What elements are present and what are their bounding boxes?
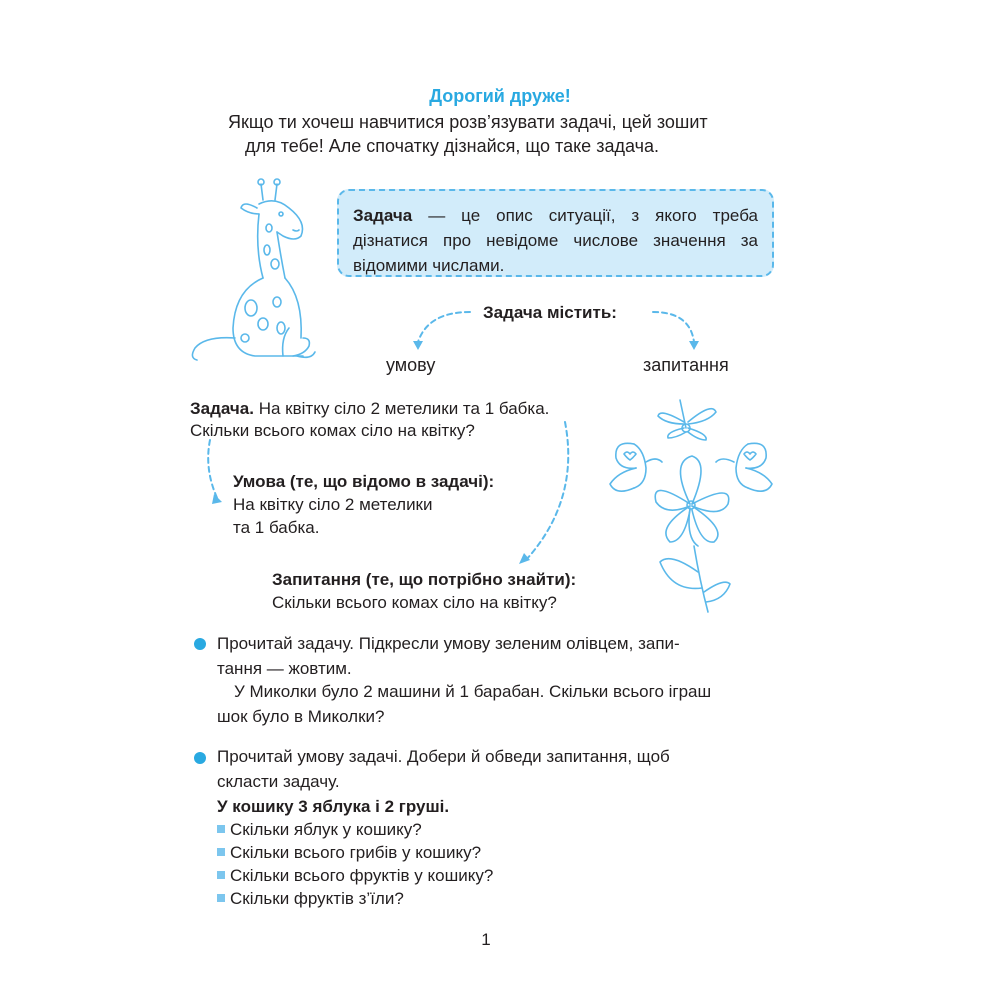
- question-block: [272, 568, 576, 614]
- task-2-option-text: Скільки всього грибів у кошику?: [230, 843, 482, 862]
- task-2-option-text: Скільки фруктів з’їли?: [230, 889, 404, 908]
- condition-line-1: На квітку сіло 2 метелики: [233, 495, 433, 514]
- task-1-problem-line-2: шок було в Миколки?: [217, 707, 385, 726]
- task-2-option-text: Скільки всього фруктів у кошику?: [230, 866, 494, 885]
- task-2-option-text: Скільки яблук у кошику?: [230, 820, 422, 839]
- task-2-option[interactable]: [217, 864, 493, 887]
- page-number: 1: [481, 930, 491, 949]
- task-2-instruction: [217, 744, 670, 794]
- square-bullet-icon: [217, 894, 225, 902]
- square-bullet-icon: [217, 871, 225, 879]
- task-2-option[interactable]: [217, 818, 493, 841]
- condition-title: Умова (те, що відомо в задачі):: [233, 472, 495, 491]
- task-2-condition: У кошику 3 яблука і 2 груші.: [217, 797, 450, 816]
- task-1-line-1: Прочитай задачу. Підкресли умову зеленим олівцем, запи-: [217, 634, 680, 653]
- task-1-problem-line-1: У Миколки було 2 машини й 1 барабан. Скільки всього іграш: [234, 682, 712, 701]
- example-line-2: Скільки всього комах сіло на квітку?: [190, 421, 475, 440]
- task-2-line-1: Прочитай умову задачі. Добери й обведи запитання, щоб: [217, 747, 670, 766]
- task-1-instruction: [217, 631, 680, 681]
- task-1-line-2: тання — жовтим.: [217, 659, 352, 678]
- example-label: Задача.: [190, 399, 254, 418]
- square-bullet-icon: [217, 848, 225, 856]
- task-1-problem: [217, 679, 711, 729]
- task-2-options: [217, 818, 493, 910]
- square-bullet-icon: [217, 825, 225, 833]
- task-2-bullet: [194, 752, 206, 764]
- intro-line-1: Якщо ти хочеш навчитися розв’язувати задачі, цей зошит: [228, 112, 708, 132]
- condition-line-2: та 1 бабка.: [233, 518, 320, 537]
- contains-question: запитання: [643, 355, 729, 375]
- example-problem: [190, 398, 549, 442]
- definition-text: — це опис ситуації, з якого треба дізнатися про невідоме числове значення за відомими числами.: [353, 206, 758, 275]
- question-text: Скільки всього комах сіло на квітку?: [272, 593, 557, 612]
- intro-line-2: для тебе! Але спочатку дізнайся, що таке задача.: [245, 136, 659, 156]
- contains-condition: умову: [386, 355, 436, 375]
- task-2-option[interactable]: [217, 887, 493, 910]
- definition-term: Задача: [353, 206, 413, 225]
- question-title: Запитання (те, що потрібно знайти):: [272, 570, 577, 589]
- task-2-line-2: скласти задачу.: [217, 772, 340, 791]
- flower-insects-illustration: [600, 392, 780, 617]
- task-2-option[interactable]: [217, 841, 493, 864]
- example-line-1: На квітку сіло 2 метелики та 1 бабка.: [253, 399, 550, 418]
- condition-block: [233, 470, 494, 539]
- contains-title: Задача містить:: [483, 303, 617, 322]
- page-heading: Дорогий друже!: [429, 86, 571, 106]
- task-1-bullet: [194, 638, 206, 650]
